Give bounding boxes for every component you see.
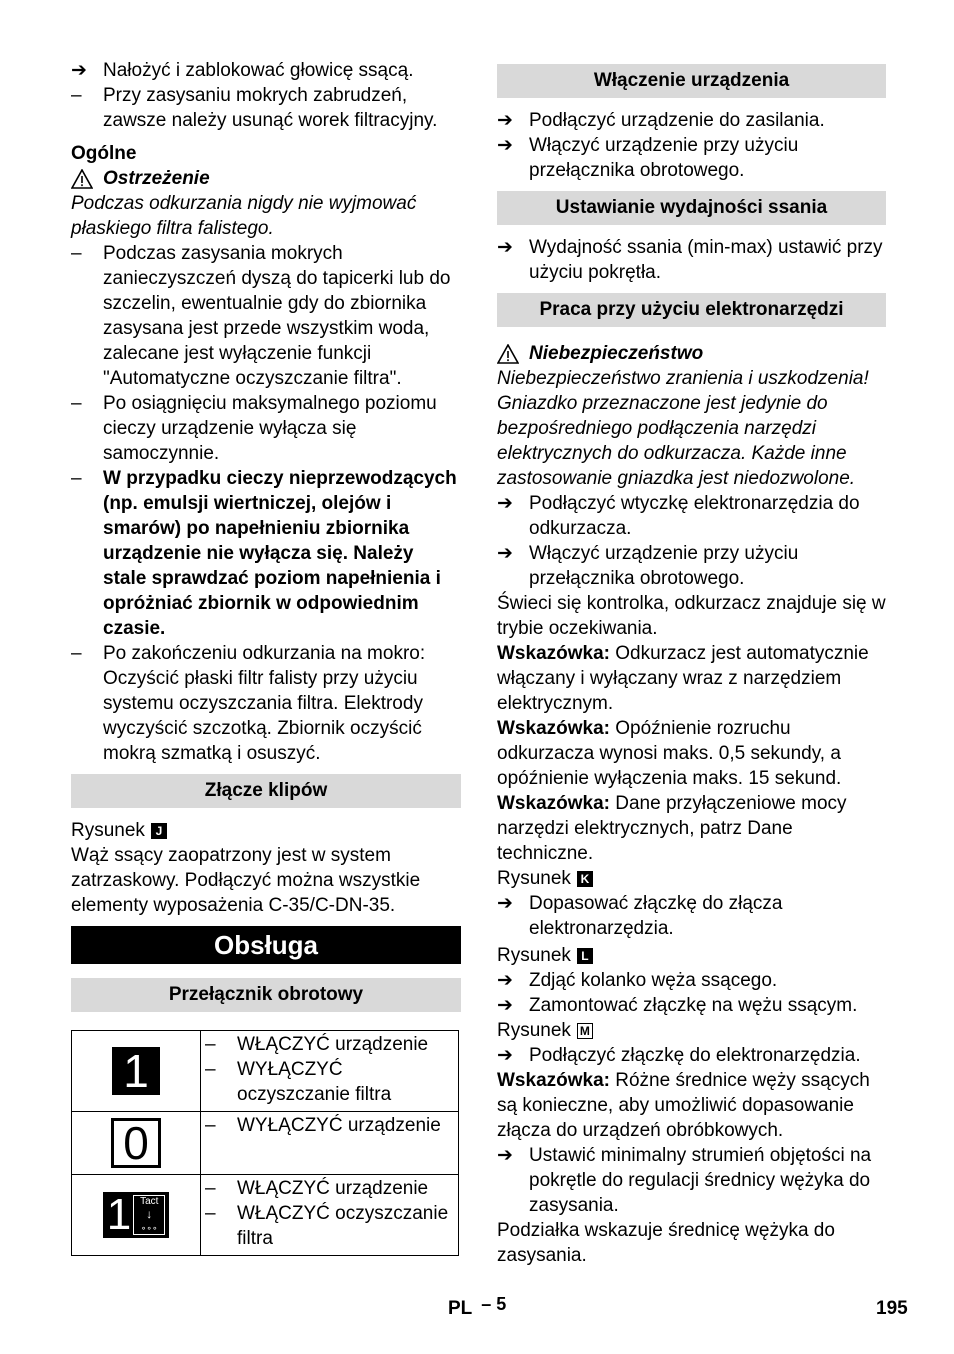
note-1: Wskazówka: Odkurzacz jest automatycznie włączany i wyłączany wraz z narzędziem elektrycznym. (497, 643, 869, 714)
warning-triangle-icon (71, 169, 93, 189)
on-heading: Włączenie urządzenia (497, 64, 886, 98)
figure-reference: Rysunek K (497, 866, 886, 891)
arrow-icon: ➔ (497, 135, 513, 156)
table-row (72, 1112, 459, 1175)
figure-m-icon: M (577, 1023, 593, 1039)
list-item: ➔ Zdjąć kolanko węża ssącego. (497, 970, 778, 991)
figure-reference: Rysunek J (71, 818, 461, 843)
dash-marker: – (71, 243, 82, 264)
suction-heading: Ustawianie wydajności ssania (497, 191, 886, 225)
list-item: ➔ Włączyć urządzenie przy użyciu przełącznika obrotowego. (497, 135, 799, 181)
list-item: ➔ Dopasować złączkę do złącza elektronarzędzia. (497, 893, 783, 939)
switch-off-icon: 0 (111, 1118, 161, 1168)
scale-text: Podziałka wskazuje średnicę wężyka do zasysania. (497, 1220, 835, 1266)
list-item: – Po zakończeniu odkurzania na mokro: Oczyścić płaski filtr falisty przy użyciu systemu oczyszczania filtra. Elektrody wyczyścić szczotką. Zbiornik oczyścić mokrą szmatką i osuszyć. (71, 643, 426, 764)
right-column (497, 58, 886, 1268)
table-row (72, 1175, 459, 1256)
dash-marker: – (71, 393, 82, 414)
page-number: 195 (876, 1298, 908, 1319)
arrow-icon: ➔ (497, 970, 513, 991)
arrow-icon: ➔ (497, 1145, 513, 1166)
left-column (71, 58, 461, 1256)
arrow-icon: ➔ (497, 995, 513, 1016)
footer-local-page: – 5 (481, 1294, 507, 1314)
note-4: Wskazówka: Różne średnice węży ssących są konieczne, aby umożliwić dopasowanie złącza do urządzeń obróbkowych. (497, 1070, 870, 1141)
list-item: ➔ Włączyć urządzenie przy użyciu przełącznika obrotowego. (497, 543, 799, 589)
note-2: Wskazówka: Opóźnienie rozruchu odkurzacza wynosi maks. 0,5 sekundy, a opóźnienie wyłączenia maks. 15 sekund. (497, 718, 842, 789)
table-row (72, 1031, 459, 1112)
list-item: ➔ Wydajność ssania (min-max) ustawić przy użyciu pokrętła. (497, 237, 883, 283)
list-item: – Podczas zasysania mokrych zanieczyszczeń dyszą do tapicerki lub do szczelin, ewentualnie gdy do zbiornika zasysana jest przede wszystkim woda, zalecane jest wyłączenie funkcji "Automatyczne oczyszczanie filtra". (71, 243, 451, 389)
figure-reference: Rysunek L (497, 943, 886, 968)
description-cell: – WYŁĄCZYĆ urządzenie (201, 1112, 459, 1175)
tools-heading: Praca przy użyciu elektronarzędzi (497, 293, 886, 327)
general-heading: Ogólne (71, 143, 137, 164)
warning-triangle-icon (497, 344, 519, 364)
list-item: ➔ Nałożyć i zablokować głowicę ssącą. (71, 60, 414, 81)
list-item: ➔ Podłączyć wtyczkę elektronarzędzia do odkurzacza. (497, 493, 860, 539)
switch-on-icon: 1 (112, 1047, 160, 1095)
switch-heading: Przełącznik obrotowy (71, 978, 461, 1012)
arrow-icon: ➔ (497, 110, 513, 131)
list-item: ➔ Zamontować złączkę na wężu ssącym. (497, 995, 858, 1016)
symbol-cell (72, 1175, 201, 1256)
list-item: ➔ Podłączyć złączkę do elektronarzędzia. (497, 1045, 861, 1066)
arrow-icon: ➔ (71, 60, 87, 81)
footer-lang: PL – 5 (448, 1294, 507, 1319)
dash-marker: – (71, 643, 82, 664)
figure-l-icon: L (577, 948, 593, 964)
dash-marker: – (71, 85, 82, 106)
switch-table (71, 1030, 459, 1256)
clip-heading: Złącze klipów (71, 774, 461, 808)
clip-text: Wąż ssący zaopatrzony jest w system zatrzaskowy. Podłączyć można wszystkie elementy wyposażenia C-35/C-DN-35. (71, 845, 421, 916)
chapter-title: Obsługa (71, 926, 461, 964)
description-cell: – WŁĄCZYĆ urządzenie – WYŁĄCZYĆ oczyszczanie filtra (201, 1031, 459, 1112)
list-item: – W przypadku cieczy nieprzewodzących (np. emulsji wiertniczej, olejów i smarów) po napełnieniu zbiornika urządzenie nie wyłącza się. Należy stale sprawdzać poziom napełnienia i opróżniać zbiornik w odpowiednim czasie. (71, 468, 457, 639)
figure-k-icon: K (577, 871, 593, 887)
arrow-icon: ➔ (497, 237, 513, 258)
arrow-icon: ➔ (497, 1045, 513, 1066)
list-item: – Po osiągnięciu maksymalnego poziomu cieczy urządzenie wyłącza się samoczynnie. (71, 393, 437, 464)
warning-label: Ostrzeżenie (71, 166, 461, 191)
list-item: ➔ Ustawić minimalny strumień objętości na pokrętle do regulacji średnicy wężyka do zasysania. (497, 1145, 872, 1216)
arrow-icon: ➔ (497, 543, 513, 564)
arrow-icon: ➔ (497, 493, 513, 514)
warning-text: Podczas odkurzania nigdy nie wyjmować płaskiego filtra falistego. (71, 193, 417, 239)
standby-text: Świeci się kontrolka, odkurzacz znajduje się w trybie oczekiwania. (497, 593, 886, 639)
danger-text: Niebezpieczeństwo zranienia i uszkodzenia! Gniazdko przeznaczone jest jedynie do bezpośredniego podłączenia narzędzi elektrycznych do odkurzacza. Każde inne zastosowanie gniazdka jest niedozwolone. (497, 368, 869, 489)
arrow-icon: ➔ (497, 893, 513, 914)
list-item: ➔ Podłączyć urządzenie do zasilania. (497, 110, 825, 131)
description-cell: – WŁĄCZYĆ urządzenie – WŁĄCZYĆ oczyszczanie filtra (201, 1175, 459, 1256)
figure-reference: Rysunek M (497, 1018, 886, 1043)
note-3: Wskazówka: Dane przyłączeniowe mocy narzędzi elektrycznych, patrz Dane techniczne. (497, 793, 847, 864)
symbol-cell (72, 1031, 201, 1112)
switch-tact-icon: 1 Tact ↓ ∘∘∘ (103, 1192, 169, 1238)
list-item: – Przy zasysaniu mokrych zabrudzeń, zawsze należy usunąć worek filtracyjny. (71, 85, 438, 131)
figure-j-icon: J (151, 823, 167, 839)
dash-marker: – (71, 468, 82, 489)
symbol-cell (72, 1112, 201, 1175)
danger-label: Niebezpieczeństwo (497, 341, 886, 366)
